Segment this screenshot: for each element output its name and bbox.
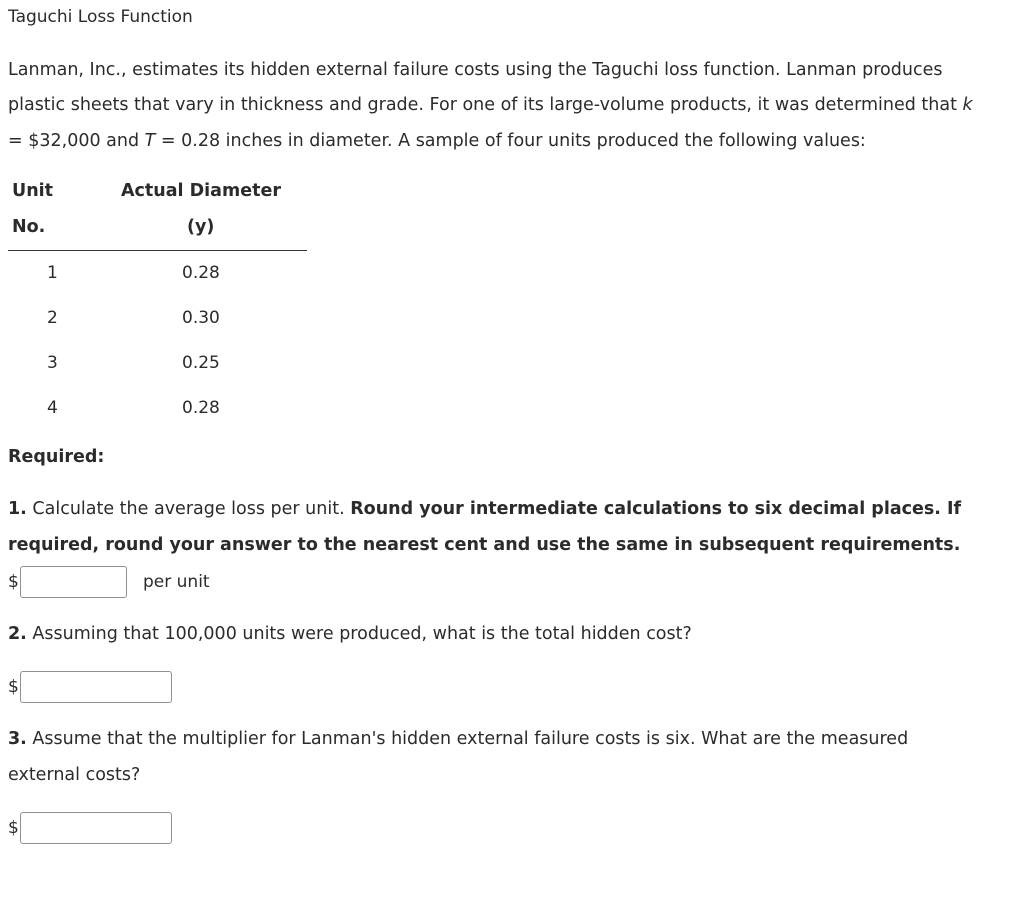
q1-line-1: [8, 499, 961, 519]
unit-cell-2: 2: [47, 308, 58, 328]
intro-line-1: Lanman, Inc., estimates its hidden external failure costs using the Taguchi loss function. Lanman produces: [8, 60, 943, 80]
diameter-cell-3: 0.25: [182, 353, 220, 373]
intro-line-2: [8, 95, 973, 115]
q2-line: [8, 624, 692, 644]
q3-line-1: [8, 729, 908, 749]
col-diameter-header-1: Actual Diameter: [121, 181, 281, 201]
q2-text: Assuming that 100,000 units were produced, what is the total hidden cost?: [26, 624, 692, 644]
q1-number: 1.: [8, 499, 27, 519]
q1-answer-input[interactable]: [20, 566, 127, 598]
q2-answer-input[interactable]: [20, 671, 172, 703]
intro-line-2-text: plastic sheets that vary in thickness and grade. For one of its large-volume products, it was determined that: [8, 95, 963, 115]
q2-number: 2.: [8, 624, 27, 644]
unit-cell-3: 3: [47, 353, 58, 373]
q3-text: Assume that the multiplier for Lanman's hidden external failure costs is six. What are the measured: [26, 729, 909, 749]
q3-line-2: external costs?: [8, 765, 141, 785]
diameter-cell-4: 0.28: [182, 398, 220, 418]
q1-text: Calculate the average loss per unit.: [26, 499, 351, 519]
unit-cell-1: 1: [47, 263, 58, 283]
q1-instruction-b: required, round your answer to the nearest cent and use the same in subsequent requirements.: [8, 535, 961, 555]
variable-k: k: [962, 95, 973, 115]
page-title: Taguchi Loss Function: [8, 7, 193, 27]
intro-line-3-pre: = $32,000 and: [8, 131, 145, 151]
table-header-rule: [8, 250, 307, 251]
unit-cell-4: 4: [47, 398, 58, 418]
col-diameter-header-2: (y): [187, 217, 215, 237]
q3-number: 3.: [8, 729, 27, 749]
intro-line-3-post: = 0.28 inches in diameter. A sample of four units produced the following values:: [155, 131, 866, 151]
col-unit-header-2: No.: [12, 217, 46, 237]
q1-unit-suffix: per unit: [143, 572, 210, 592]
variable-t: T: [144, 131, 156, 151]
intro-line-3: [8, 131, 866, 151]
col-unit-header-1: Unit: [12, 181, 54, 201]
q2-currency-symbol: $: [8, 677, 19, 697]
diameter-cell-1: 0.28: [182, 263, 220, 283]
diameter-cell-2: 0.30: [182, 308, 220, 328]
required-label: Required:: [8, 447, 105, 467]
q1-currency-symbol: $: [8, 572, 19, 592]
q3-answer-input[interactable]: [20, 812, 172, 844]
q3-currency-symbol: $: [8, 818, 19, 838]
q1-instruction-a: Round your intermediate calculations to six decimal places. If: [350, 499, 962, 519]
